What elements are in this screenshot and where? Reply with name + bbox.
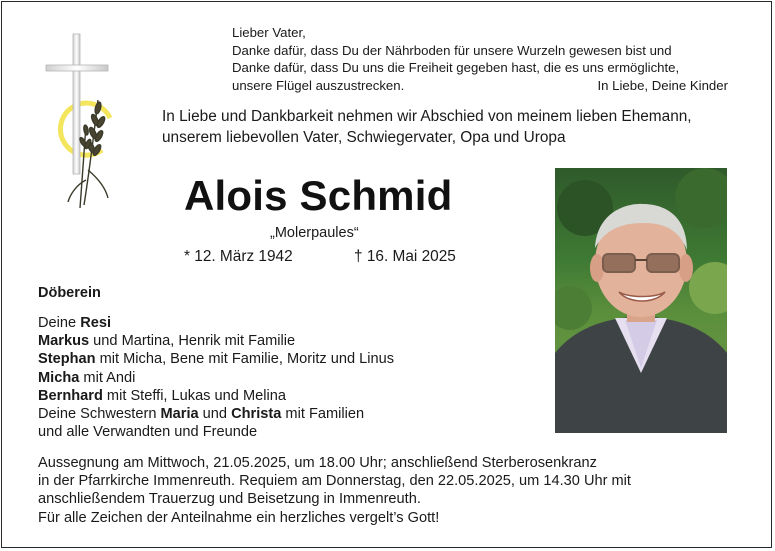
family-member-name: Micha	[38, 369, 80, 386]
intro-line: unserem liebevollen Vater, Schwiegervater, Opa und Uropa	[162, 129, 566, 146]
service-line: Für alle Zeichen der Anteilnahme ein herzliches vergelt’s Gott!	[38, 509, 440, 526]
service-line: anschließendem Trauerzug und Beisetzung in Immenreuth.	[38, 491, 421, 508]
family-member-name: Christa	[231, 406, 282, 423]
cross-with-wheat-icon	[40, 30, 140, 220]
service-details	[38, 454, 631, 527]
family-line: Stephan mit Micha, Bene mit Familie, Moritz und Linus	[38, 351, 395, 368]
poem-line: Danke dafür, dass Du uns die Freiheit gegeben hast, die es uns ermöglichte,	[232, 60, 680, 75]
poem-line: unsere Flügel auszustrecken.	[232, 77, 405, 93]
intro-line: In Liebe und Dankbarkeit nehmen wir Abschied von meinem lieben Ehemann,	[162, 108, 692, 125]
family-line: Deine Schwestern Maria und Christa mit Familien	[38, 406, 365, 423]
family-member-name: Maria	[160, 406, 199, 423]
poem-signature: In Liebe, Deine Kinder	[597, 77, 728, 93]
service-line: Aussegnung am Mittwoch, 21.05.2025, um 18.00 Uhr; anschließend Sterberosenkranz	[38, 455, 597, 471]
death-date: † 16. Mai 2025	[354, 248, 456, 265]
family-list	[38, 314, 394, 441]
poem-line: Danke dafür, dass Du der Nährboden für unsere Wurzeln gewesen bist und	[232, 42, 672, 58]
family-line: Micha mit Andi	[38, 369, 136, 386]
family-member-name: Resi	[80, 315, 112, 331]
family-line: und alle Verwandten und Freunde	[38, 424, 258, 441]
portrait-photo	[555, 168, 727, 433]
deceased-nickname: „Molerpaules“	[270, 225, 359, 241]
poem-line: Lieber Vater,	[232, 25, 306, 40]
deceased-name: Alois Schmid	[184, 172, 453, 219]
intro-text	[162, 106, 692, 148]
family-line: Markus und Martina, Henrik mit Familie	[38, 333, 296, 350]
service-line: in der Pfarrkirche Immenreuth. Requiem am Donnerstag, den 22.05.2025, um 14.30 Uhr mit	[38, 473, 631, 490]
place-name: Döberein	[38, 285, 101, 301]
poem	[232, 24, 732, 94]
family-member-name: Bernhard	[38, 387, 103, 404]
portrait-illustration	[555, 168, 727, 433]
family-line: Bernhard mit Steffi, Lukas und Melina	[38, 387, 286, 404]
birth-date: * 12. März 1942	[184, 248, 293, 265]
family-member-name: Markus	[38, 333, 90, 350]
family-line: Deine Resi	[38, 315, 112, 331]
family-member-name: Stephan	[38, 351, 96, 368]
